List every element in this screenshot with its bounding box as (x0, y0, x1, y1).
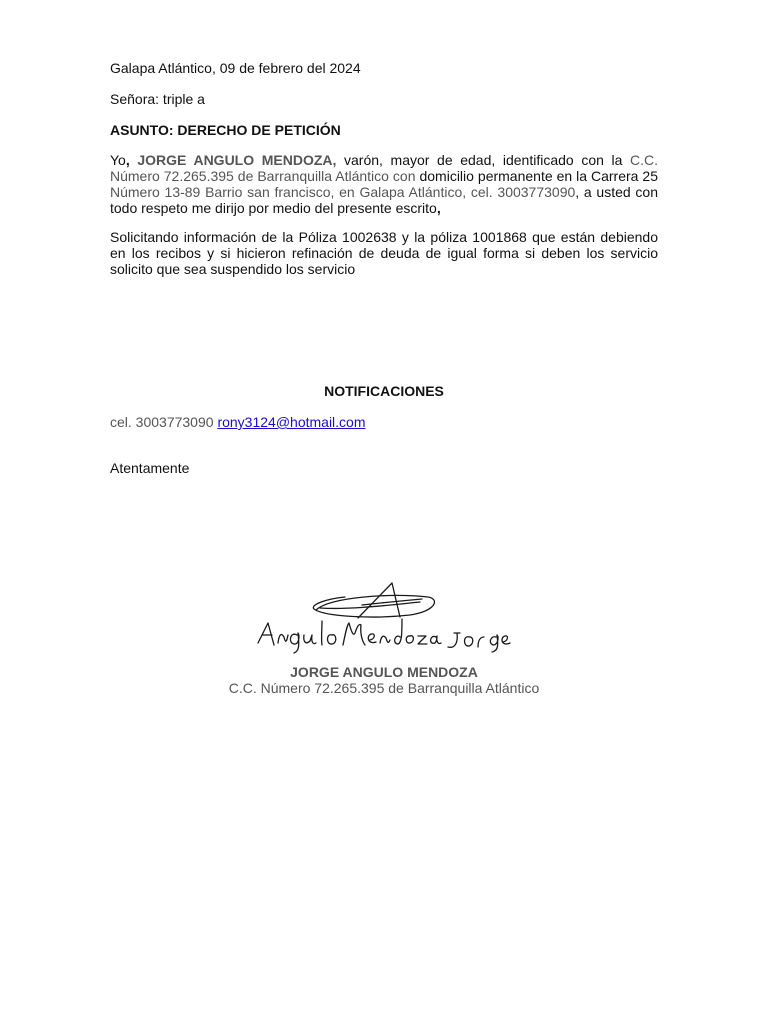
recipient: Señora: triple a (110, 91, 205, 107)
place-date: Galapa Atlántico, 09 de febrero del 2024 (110, 60, 361, 76)
signature-id: C.C. Número 72.265.395 de Barranquilla Atlántico (228, 680, 540, 696)
intro-text-2: domicilio permanente en la Carrera 25 (415, 168, 658, 184)
intro-yo: Yo (110, 152, 126, 168)
contact-phone: cel. 3003773090 (110, 414, 214, 430)
intro-comma: , (125, 152, 130, 168)
request-paragraph: Solicitando información de la Póliza 1002638 y la póliza 1001868 que están debiendo en los recibos y si hicieron refinación de deuda de igual forma si deben los servicio solicito que sea suspendido los servicio (110, 229, 658, 277)
intro-text-1: varón, mayor de edad, identificado con la (336, 152, 631, 168)
handwritten-signature (250, 575, 530, 660)
signature-name: JORGE ANGULO MENDOZA (290, 664, 478, 680)
sender-id: C.C. Número 72.265.395 de Barranquilla Atlántico con (110, 152, 659, 184)
notifications-title: NOTIFICACIONES (324, 383, 444, 399)
notifications-contact (110, 414, 366, 430)
subject: ASUNTO: DERECHO DE PETICIÓN (110, 122, 341, 138)
intro-text-3: , a usted con todo respeto me dirijo por medio del presente escrito (110, 184, 658, 216)
sender-address: Número 13-89 Barrio san francisco, en Galapa Atlántico, cel. 3003773090 (110, 184, 576, 200)
intro-end: , (436, 200, 441, 216)
closing: Atentamente (110, 460, 190, 476)
sender-name: JORGE ANGULO MENDOZA, (137, 152, 337, 168)
contact-email-link[interactable]: rony3124@hotmail.com (217, 414, 366, 430)
intro-paragraph (110, 152, 658, 216)
